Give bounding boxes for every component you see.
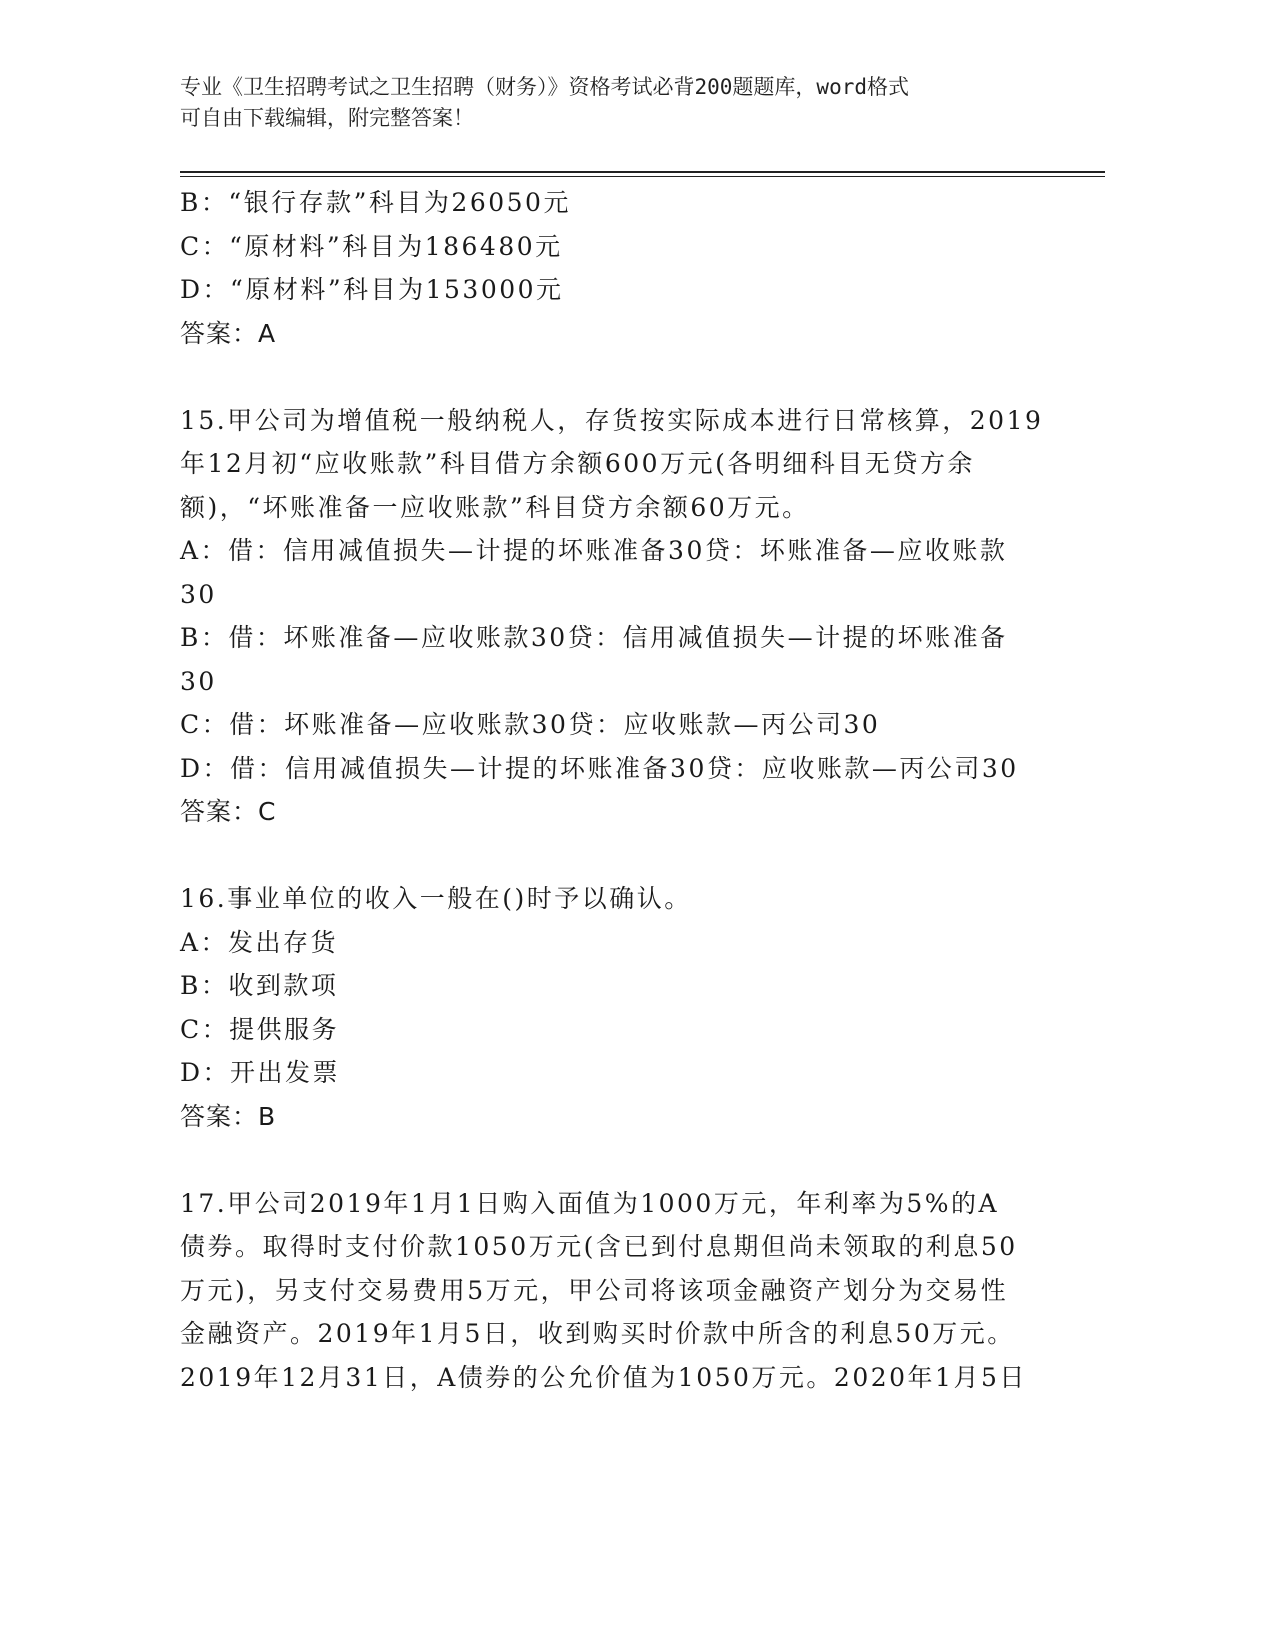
option-d: D：开出发票 <box>180 1058 341 1087</box>
document-body <box>180 181 1060 1399</box>
option-c: C：提供服务 <box>180 1014 340 1044</box>
document-header <box>180 72 1080 134</box>
option-a-continued: 30 <box>180 579 217 609</box>
header-divider-thin <box>180 176 1105 177</box>
question-stem-line: 年12月初“应收账款”科目借方余额600万元(各明细科目无贷方余 <box>180 449 975 478</box>
option-b: B：“银行存款”科目为26050元 <box>180 188 571 217</box>
header-title-line-2: 可自由下载编辑，附完整答案！ <box>180 106 474 130</box>
question-14-tail <box>180 181 1060 355</box>
option-d: D：借：信用减值损失—计提的坏账准备30贷：应收账款—丙公司30 <box>180 753 1019 783</box>
question-15 <box>180 399 1060 834</box>
question-stem: 16.事业单位的收入一般在()时予以确认。 <box>180 884 692 913</box>
question-stem-line: 债券。取得时支付价款1050万元(含已到付息期但尚未领取的利息50 <box>180 1232 1018 1261</box>
option-c: C：“原材料”科目为186480元 <box>180 231 563 261</box>
question-stem-line: 15.甲公司为增值税一般纳税人，存货按实际成本进行日常核算，2019 <box>180 405 1044 435</box>
question-stem-line: 金融资产。2019年1月5日，收到购买时价款中所含的利息50万元。 <box>180 1319 1015 1348</box>
question-17 <box>180 1182 1060 1400</box>
option-c: C：借：坏账准备—应收账款30贷：应收账款—丙公司30 <box>180 710 881 739</box>
option-d: D：“原材料”科目为153000元 <box>180 275 564 304</box>
header-divider-thick <box>180 171 1105 173</box>
header-title-line-1: 专业《卫生招聘考试之卫生招聘（财务）》资格考试必背200题题库，word格式 <box>180 75 909 99</box>
option-b: B：借：坏账准备—应收账款30贷：信用减值损失—计提的坏账准备 <box>180 623 1008 652</box>
question-stem-line: 万元)，另支付交易费用5万元，甲公司将该项金融资产划分为交易性 <box>180 1275 1009 1305</box>
question-stem-line: 17.甲公司2019年1月1日购入面值为1000万元，年利率为5%的A <box>180 1188 1000 1218</box>
answer: 答案：B <box>180 1101 277 1131</box>
question-stem-line: 额)，“坏账准备一应收账款”科目贷方余额60万元。 <box>180 492 810 522</box>
question-16 <box>180 877 1060 1138</box>
option-a: A：发出存货 <box>180 927 339 957</box>
answer: 答案：C <box>180 797 277 826</box>
option-a: A：借：信用减值损失—计提的坏账准备30贷：坏账准备—应收账款 <box>180 536 1008 565</box>
option-b-continued: 30 <box>180 666 217 696</box>
option-b: B：收到款项 <box>180 971 339 1000</box>
question-stem-line: 2019年12月31日，A债券的公允价值为1050万元。2020年1月5日 <box>180 1362 1027 1392</box>
answer: 答案：A <box>180 318 277 348</box>
